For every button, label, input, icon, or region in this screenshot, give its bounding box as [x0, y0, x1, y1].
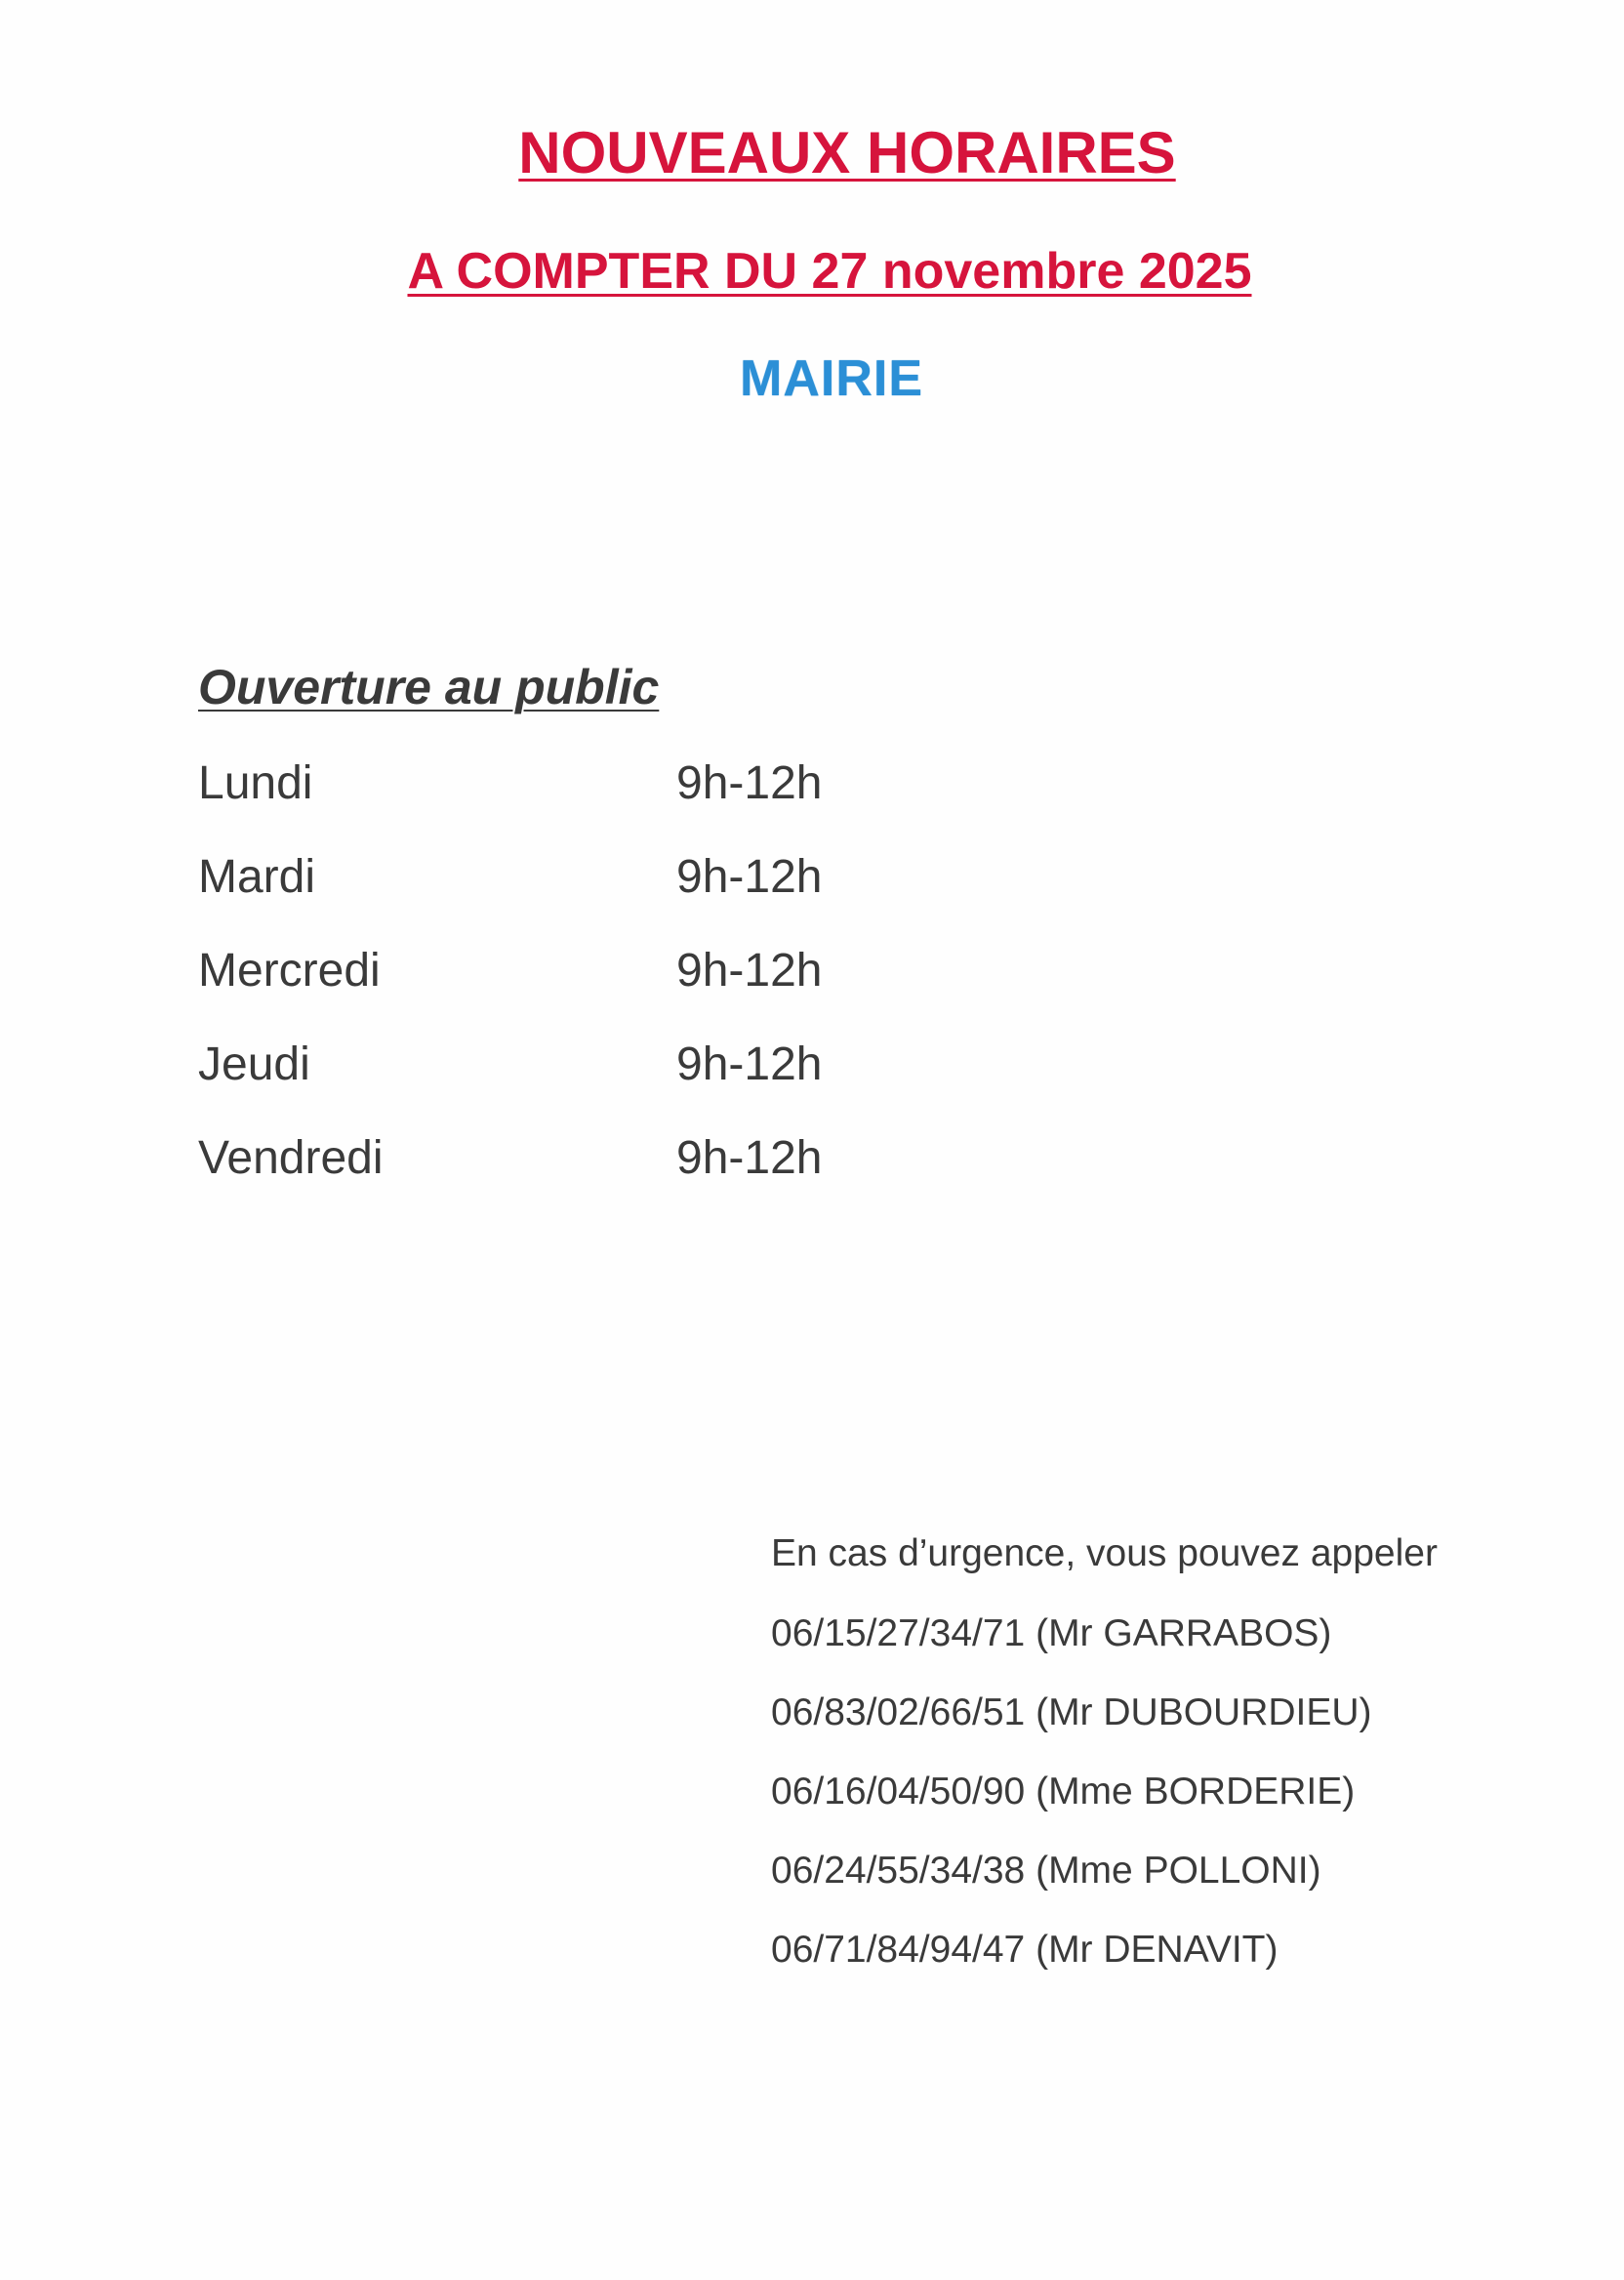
day-label: Vendredi	[198, 1132, 384, 1184]
schedule-row-jeudi	[198, 1038, 979, 1131]
schedule-row-vendredi	[198, 1131, 979, 1225]
contact-denavit: 06/71/84/94/47 (Mr DENAVIT)	[771, 1929, 1279, 1971]
organization-name: MAIRIE	[740, 350, 923, 407]
day-label: Jeudi	[198, 1038, 310, 1090]
emergency-contacts	[771, 1532, 1571, 2008]
emergency-intro: En cas d’urgence, vous pouvez appeler	[771, 1532, 1438, 1574]
day-label: Mercredi	[198, 945, 381, 997]
hours-value: 9h-12h	[676, 1132, 823, 1184]
hours-value: 9h-12h	[676, 945, 823, 997]
effective-date: A COMPTER DU 27 novembre 2025	[407, 243, 1252, 300]
contact-polloni: 06/24/55/34/38 (Mme POLLONI)	[771, 1850, 1321, 1892]
contact-garrabos: 06/15/27/34/71 (Mr GARRABOS)	[771, 1612, 1332, 1654]
schedule-row-mardi	[198, 850, 979, 944]
hours-value: 9h-12h	[676, 851, 823, 903]
schedule-row-lundi	[198, 756, 979, 850]
page-title: NOUVEAUX HORAIRES	[518, 120, 1176, 185]
hours-value: 9h-12h	[676, 1038, 823, 1090]
hours-value: 9h-12h	[676, 757, 823, 809]
day-label: Mardi	[198, 851, 316, 903]
schedule-heading: Ouverture au public	[198, 660, 660, 714]
day-label: Lundi	[198, 757, 313, 809]
contact-dubourdieu: 06/83/02/66/51 (Mr DUBOURDIEU)	[771, 1691, 1372, 1733]
schedule-row-mercredi	[198, 944, 979, 1038]
opening-hours-table	[198, 756, 979, 1225]
contact-borderie: 06/16/04/50/90 (Mme BORDERIE)	[771, 1771, 1356, 1812]
